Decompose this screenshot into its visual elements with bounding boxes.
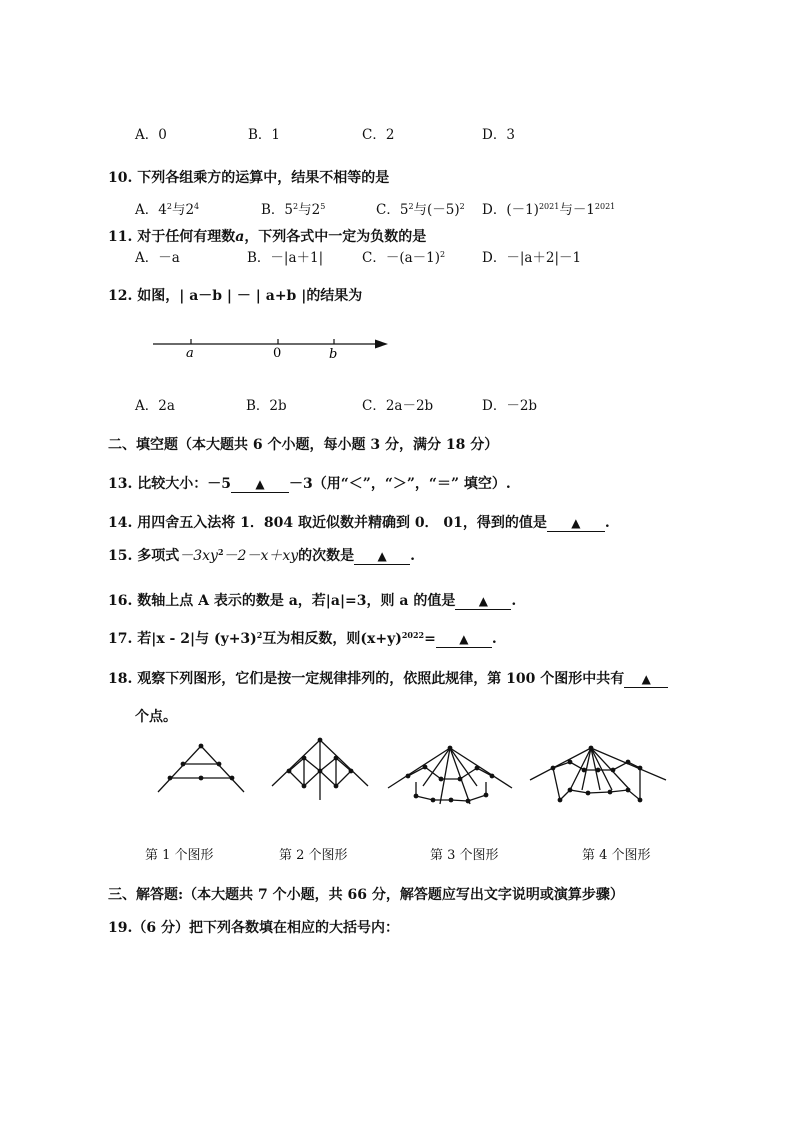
q16-number: 16. <box>108 593 133 609</box>
q15-number: 15. <box>108 548 133 564</box>
label-0: 0 <box>273 346 282 361</box>
figure-2-label: 第 2 个图形 <box>279 848 348 863</box>
q18-number: 18. <box>108 671 133 687</box>
q11-text-a: 对于任何有理数 <box>137 229 236 245</box>
figure-4-label: 第 4 个图形 <box>582 848 651 863</box>
q19-text: （6 分）把下列各数填在相应的大括号内： <box>132 920 399 936</box>
q11-option-d: D．－|a＋2|－1 <box>482 250 582 266</box>
q10-c-mid: 与 <box>413 202 428 218</box>
q9-option-a: A．0 <box>135 127 167 143</box>
q15-expr-b: －2－x＋xy <box>223 548 299 564</box>
q10-d-label: D． <box>482 202 507 218</box>
q10-d-base1: (－1) <box>506 202 539 218</box>
q17-exp2: 2022 <box>401 630 425 640</box>
q9-option-d: D．3 <box>482 127 515 143</box>
q12-text-a: 如图， <box>137 288 180 304</box>
q10-a-base2: 2 <box>185 202 195 218</box>
q10-c-label: C． <box>376 202 400 218</box>
section2-heading: 二、填空题（本大题共 6 个小题，每小题 3 分，满分 18 分） <box>108 437 499 453</box>
q10-b-label: B． <box>261 202 285 218</box>
q11-c-label: C． <box>362 250 386 266</box>
q11-var: a <box>235 229 245 245</box>
q10-c-exp1: 2 <box>408 202 414 211</box>
q11-number: 11. <box>108 229 133 245</box>
triangle-icon: ▲ <box>255 477 265 491</box>
q15-text-b: 的次数是 <box>298 548 355 564</box>
section3-heading: 三、解答题:（本大题共 7 个小题，共 66 分，解答题应写出文字说明或演算步骤） <box>108 887 624 903</box>
q16-text: 数轴上点 A 表示的数是 a，若|a|=3，则 a 的值是 <box>137 593 456 609</box>
q13-text-b: －3（用“＜”，“＞”，“＝” 填空）. <box>288 476 511 492</box>
triangle-icon: ▲ <box>377 549 387 563</box>
q10-c-base1: 5 <box>399 202 409 218</box>
q9-option-b: B．1 <box>248 127 281 143</box>
q15-expr: －3xy <box>179 548 218 564</box>
q14-number: 14. <box>108 515 133 531</box>
q17-number: 17. <box>108 631 133 647</box>
q13-number: 13. <box>108 476 133 492</box>
q10-d-mid: 与 <box>559 202 573 218</box>
q15-text-a: 多项式 <box>137 548 180 564</box>
q10-b-mid: 与 <box>298 202 312 218</box>
q10-d-base2: －1 <box>572 202 595 218</box>
q12-option-b: B．2b <box>246 398 287 414</box>
q18-text-b: 个点。 <box>135 709 177 725</box>
q10-b-exp1: 2 <box>293 202 299 211</box>
q11-text-b: ，下列各式中一定为负数的是 <box>244 229 427 245</box>
q12-option-a: A．2a <box>135 398 175 414</box>
label-a: a <box>186 346 194 361</box>
q10-c-base2: (－5) <box>427 202 460 218</box>
q10-c-exp2: 2 <box>459 202 465 211</box>
q19-number: 19. <box>108 920 133 936</box>
q10-a-label: A． <box>135 202 159 218</box>
q13-text-a: 比较大小：－5 <box>137 476 231 492</box>
triangle-icon: ▲ <box>459 632 469 646</box>
q10-a-exp2: 4 <box>194 202 200 211</box>
triangle-icon: ▲ <box>571 516 581 530</box>
q17-exp1: 2 <box>256 630 263 640</box>
q10-a-mid: 与 <box>171 202 186 218</box>
q11-c-expr: －(a－1) <box>385 250 441 266</box>
figure-4 <box>530 748 666 800</box>
q11-option-a: A．－a <box>135 250 180 266</box>
figure-1 <box>158 746 244 792</box>
q14-text-b: . <box>604 515 610 531</box>
q12-option-c: C．2a－2b <box>362 398 434 414</box>
q12-option-d: D．－2b <box>482 398 538 414</box>
q10-b-exp2: 5 <box>320 202 326 211</box>
triangle-icon: ▲ <box>641 672 651 686</box>
q12-expr: | a－b | － | a+b | <box>179 288 307 304</box>
figure-3-label: 第 3 个图形 <box>430 848 499 863</box>
q10-a-exp1: 2 <box>166 202 172 211</box>
label-b: b <box>329 347 338 362</box>
q9-option-c: C．2 <box>362 127 395 143</box>
q10-number: 10. <box>108 170 133 186</box>
q10-a-base1: 4 <box>158 202 167 218</box>
q15-text-c: . <box>410 548 416 564</box>
q10-b-base2: 2 <box>311 202 321 218</box>
q17-text-d: . <box>491 631 497 647</box>
q10-b-base1: 5 <box>284 202 294 218</box>
q17-text-b: 互为相反数，则(x+y) <box>262 631 402 647</box>
q11-c-exp: 2 <box>440 250 446 259</box>
triangle-icon: ▲ <box>478 594 488 608</box>
q14-text-a: 用四舍五入法将 1．804 取近似数并精确到 0． 01，得到的值是 <box>137 515 547 531</box>
q18-text-a: 观察下列图形，它们是按一定规律排列的，依照此规律，第 100 个图形中共有 <box>137 671 625 687</box>
q10-text: 下列各组乘方的运算中，结果不相等的是 <box>137 170 390 186</box>
q10-d-exp1: 2021 <box>538 202 560 211</box>
q12-number: 12. <box>108 288 133 304</box>
q10-d-exp2: 2021 <box>594 202 616 211</box>
q19 <box>108 917 399 937</box>
q12-text-b: 的结果为 <box>306 288 363 304</box>
figure-1-label: 第 1 个图形 <box>145 848 214 863</box>
q17-text-a: 若|x - 2|与 (y+3) <box>137 631 257 647</box>
q15-exp: 2 <box>217 547 224 557</box>
q16-text-b: . <box>511 593 517 609</box>
q11-option-b: B．－|a＋1| <box>247 250 324 266</box>
q17-text-c: = <box>424 631 436 647</box>
